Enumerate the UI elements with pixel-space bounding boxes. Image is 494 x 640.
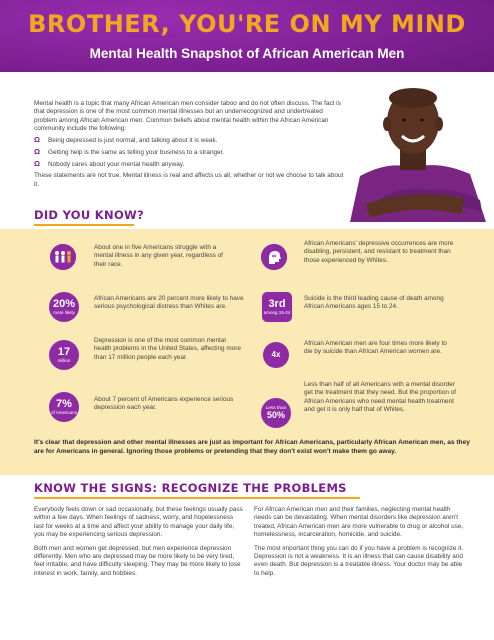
badge-label: million bbox=[57, 357, 71, 363]
heading-underline bbox=[34, 497, 360, 499]
badge-less-than-50 bbox=[261, 398, 291, 428]
fact-17-million: Depression is one of the most common mental health problems in the United States, affecting more than 17 million people each year. bbox=[94, 337, 241, 361]
signs-paragraph: Everybody feels down or sad occasionally, but these feelings usually pass within a few days. When feelings of sadness, worry, and hopelessness last for weeks at a time and affect your ability to manage your daily life, you may be experiencing serious depression. bbox=[34, 506, 243, 539]
signs-left-column bbox=[34, 506, 244, 583]
badge-17-million bbox=[49, 340, 79, 370]
header-banner bbox=[0, 0, 494, 72]
badge-value: 20% bbox=[52, 297, 76, 310]
list-item bbox=[34, 137, 344, 145]
man-portrait-illustration bbox=[330, 72, 494, 222]
portrait-photo bbox=[330, 72, 494, 222]
page-subtitle: Mental Health Snapshot of African American Men bbox=[89, 46, 405, 61]
badge-label: Less than bbox=[265, 405, 287, 411]
intro-closing: These statements are not true. Mental illness is real and affects us all, whether or not we choose to talk about it. bbox=[34, 172, 344, 188]
badge-label: among 15-24 bbox=[263, 309, 291, 315]
badge-value: 7% bbox=[56, 397, 72, 410]
badge-7-percent bbox=[49, 392, 79, 422]
panel-summary: It's clear that depression and other mental illnesses are just as important for African Americans, particularly African American men, as they are for Americans in general. Ignoring those problems or pretending that they don't exist won't make them go away. bbox=[34, 439, 470, 455]
signs-paragraph: The most important thing you can do if you have a problem is recognize it. Depression is not a weakness. It is an illness that can cause disability and even death. But depression is a treatable illness. Your doctor may be able to help. bbox=[254, 544, 464, 577]
fact-depressive-occurrences: African Americans' depressive occurrences are more disabling, persistent, and resistant to treatment than those experienced by Whites. bbox=[304, 240, 454, 264]
fact-four-times: African American men are four times more likely to die by suicide than African American women are. bbox=[304, 340, 447, 356]
fact-suicide-third: Suicide is the third leading cause of death among African Americans ages 15 to 24. bbox=[304, 295, 444, 311]
belief-text: Being depressed is just normal, and talking about it is weak. bbox=[48, 137, 218, 145]
fact-less-than-half: Less than half of all Americans with a mental disorder get the treatment that they need. But the proportion of African Americans who need mental health treatment and get it is only half that of Whites. bbox=[304, 381, 457, 414]
signs-paragraph: For African American men and their families, neglecting mental health needs can be devastating. When mental disorders like depression aren't treated, African American men are more vulnerable to drug or alcohol use, homelessness, incarceration, homicide, and suicide. bbox=[254, 506, 464, 539]
did-you-know-heading: DID YOU KNOW? bbox=[34, 208, 144, 222]
badge-value: 3rd bbox=[268, 297, 286, 310]
badge-label: of Americans bbox=[50, 409, 77, 415]
fact-20-percent: African Americans are 20 percent more likely to have serious psychological distress than Whites are. bbox=[94, 295, 244, 311]
badge-4x bbox=[263, 342, 289, 368]
badge-3rd bbox=[262, 292, 292, 322]
badge-value: 50% bbox=[266, 410, 285, 421]
belief-list bbox=[34, 137, 344, 169]
badge-label: more likely bbox=[53, 309, 75, 315]
know-the-signs-heading: KNOW THE SIGNS: RECOGNIZE THE PROBLEMS bbox=[34, 481, 347, 495]
badge-value: 17 bbox=[57, 345, 71, 358]
list-item bbox=[34, 158, 344, 169]
omega-bullet-icon: Ω bbox=[34, 135, 41, 145]
fact-7-percent: About 7 percent of Americans experience serious depression each year. bbox=[94, 396, 234, 412]
head-wave-icon bbox=[261, 244, 287, 270]
omega-bullet-icon: Ω bbox=[34, 158, 41, 168]
signs-paragraph: Both men and women get depressed, but men experience depression differently. Men who are depressed may be more likely to be very tired, feel irritable, and have difficulty sleeping. They may be more likely to lose interest in work, family, and hobbies. bbox=[34, 544, 241, 577]
signs-right-column bbox=[254, 506, 464, 583]
fact-one-in-five: About one in five Americans struggle with a mental illness in any given year, regardless of their race. bbox=[94, 244, 223, 268]
badge-20-percent bbox=[49, 292, 79, 322]
list-item bbox=[34, 146, 344, 157]
people-icon bbox=[50, 244, 76, 270]
intro-paragraph: Mental health is a topic that many African American men consider taboo and do not often discuss. The fact is that depression is one of the most common mental illnesses but an underrecognized and undertreated problem among African American men. Common beliefs about mental health within the African American community include the following: bbox=[34, 100, 341, 132]
page-title: BROTHER, YOU'RE ON MY MIND bbox=[28, 10, 466, 38]
belief-text: Getting help is the same as telling your business to a stranger. bbox=[48, 148, 225, 156]
omega-bullet-icon: Ω bbox=[34, 146, 41, 156]
badge-value: 4x bbox=[271, 350, 281, 359]
belief-text: Nobody cares about your mental health anyway. bbox=[48, 160, 185, 168]
intro-section bbox=[34, 100, 344, 193]
heading-underline bbox=[34, 224, 134, 226]
